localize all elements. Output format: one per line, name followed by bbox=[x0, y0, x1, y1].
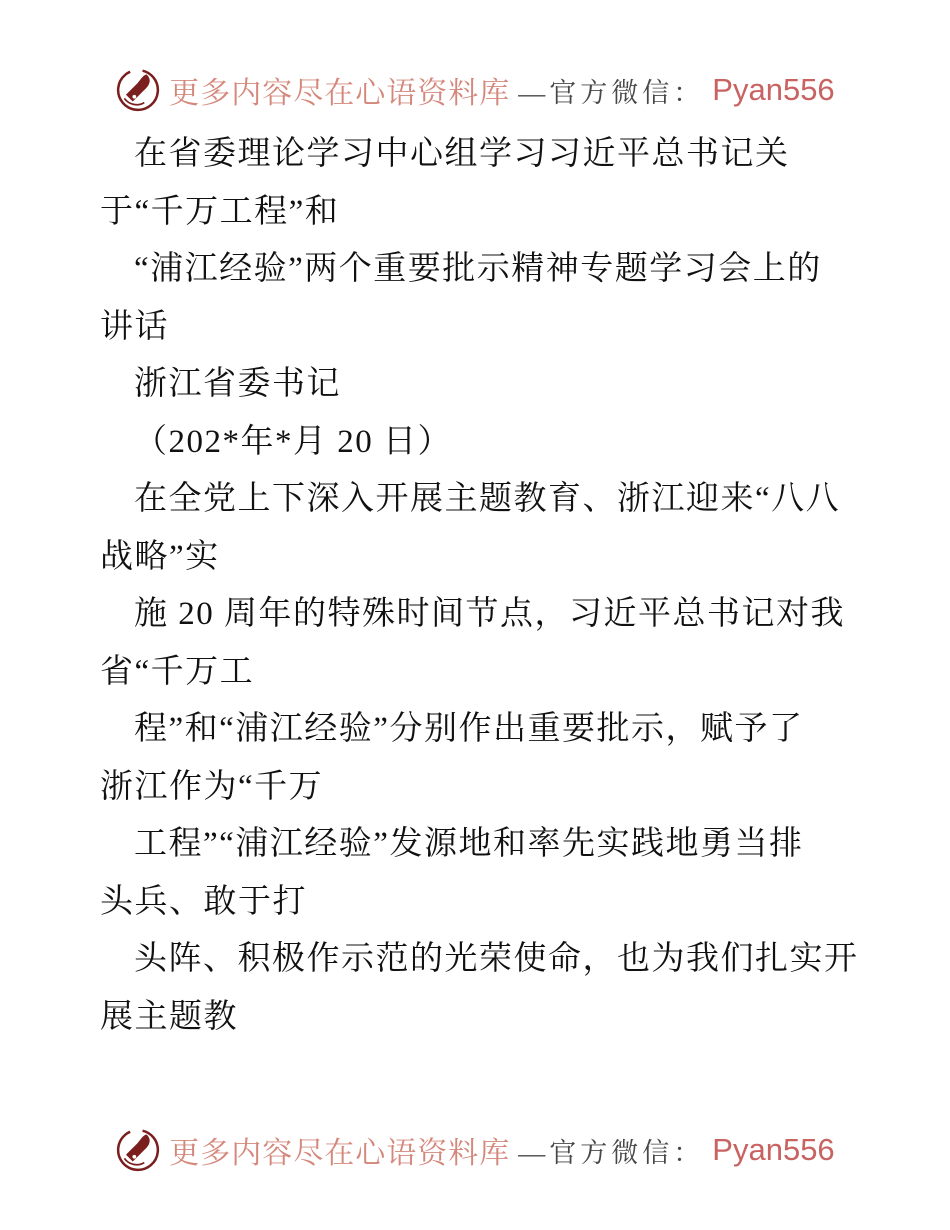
wechat-id: Pyan556 bbox=[712, 72, 835, 107]
header-watermark bbox=[0, 62, 950, 118]
text-line: 浙江省委书记 bbox=[134, 366, 341, 402]
document-body bbox=[100, 126, 859, 1046]
wechat-label: —官方微信： bbox=[518, 77, 705, 108]
text-line: 程”和“浦江经验”分别作出重要批示，赋予了 bbox=[134, 711, 804, 747]
text-line: （202*年*月 20 日） bbox=[134, 423, 452, 460]
text-line: 战略”实 bbox=[100, 538, 220, 575]
pen-nib-circle-logo-icon bbox=[115, 1127, 161, 1173]
text-line: 工程”“浦江经验”发源地和率先实践地勇当排 bbox=[134, 826, 804, 862]
text-line: 浙江作为“千万 bbox=[100, 768, 324, 805]
brand-text: 更多内容尽在心语资料库 bbox=[169, 1137, 511, 1170]
pen-nib-circle-logo-icon bbox=[115, 67, 161, 113]
text-line: 于“千万工程”和 bbox=[100, 193, 340, 230]
text-line: 头兵、敢于打 bbox=[100, 883, 307, 920]
text-line: 省“千万工 bbox=[100, 653, 255, 690]
footer-watermark bbox=[0, 1122, 950, 1178]
text-line: 在省委理论学习中心组学习习近平总书记关 bbox=[134, 136, 790, 172]
text-line: 展主题教 bbox=[100, 998, 238, 1035]
wechat-label: —官方微信： bbox=[518, 1137, 705, 1168]
wechat-id: Pyan556 bbox=[712, 1132, 835, 1167]
brand-text: 更多内容尽在心语资料库 bbox=[169, 77, 511, 110]
text-line: 头阵、积极作示范的光荣使命，也为我们扎实开 bbox=[134, 941, 859, 977]
text-line: 施 20 周年的特殊时间节点，习近平总书记对我 bbox=[134, 596, 845, 632]
text-line: 在全党上下深入开展主题教育、浙江迎来“八八 bbox=[134, 481, 841, 517]
text-line: “浦江经验”两个重要批示精神专题学习会上的 bbox=[134, 251, 822, 287]
text-line: 讲话 bbox=[100, 308, 169, 345]
